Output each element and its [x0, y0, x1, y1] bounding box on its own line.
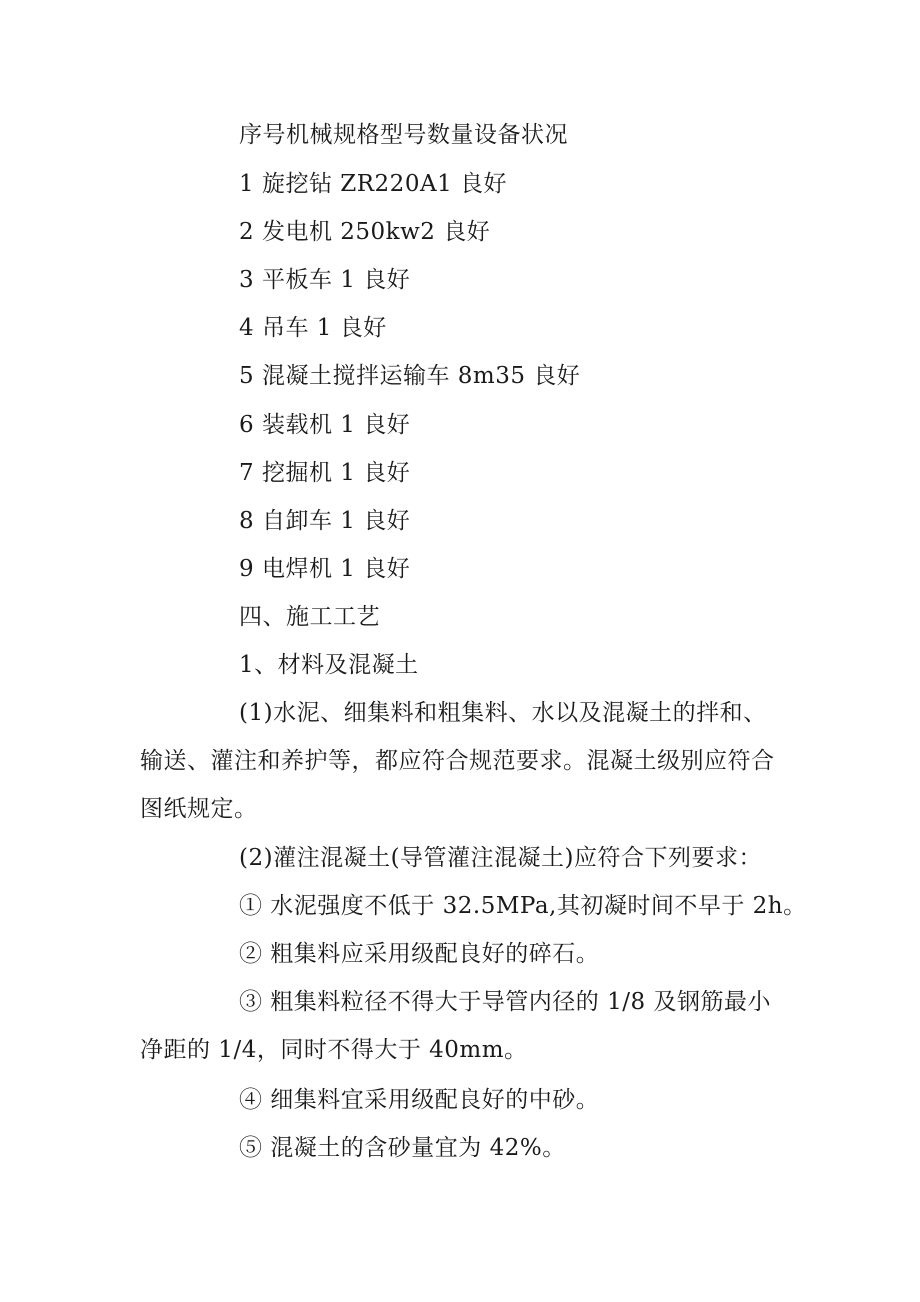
equipment-item-5: 5 混凝土搅拌运输车 8m35 良好	[239, 363, 581, 389]
requirement-4: ④ 细集料宜采用级配良好的中砂。	[239, 1087, 600, 1113]
equipment-item-2: 2 发电机 250kw2 良好	[239, 219, 491, 245]
equipment-item-1: 1 旋挖钻 ZR220A1 良好	[239, 171, 508, 197]
equipment-item-3: 3 平板车 1 良好	[239, 267, 411, 293]
equipment-item-7: 7 挖掘机 1 良好	[239, 460, 411, 486]
equipment-item-9: 9 电焊机 1 良好	[239, 556, 411, 582]
requirement-3: ③ 粗集料粒径不得大于导管内径的 1/8 及钢筋最小净距的 1/4，同时不得大于 40mm。	[140, 989, 771, 1063]
requirement-2: ② 粗集料应采用级配良好的碎石。	[239, 941, 600, 967]
equipment-item-6: 6 装载机 1 良好	[239, 412, 411, 438]
equipment-item-4: 4 吊车 1 良好	[239, 315, 387, 341]
requirement-1: ① 水泥强度不低于 32.5MPa,其初凝时间不早于 2h。	[239, 893, 807, 919]
section-title: 四、施工工艺	[239, 604, 380, 630]
paragraph-concrete-requirements: (2)灌注混凝土(导管灌注混凝土)应符合下列要求：	[239, 845, 763, 871]
equipment-item-8: 8 自卸车 1 良好	[239, 508, 411, 534]
equipment-table-header: 序号机械规格型号数量设备状况	[239, 122, 568, 148]
requirement-5: ⑤ 混凝土的含砂量宜为 42%。	[239, 1135, 566, 1161]
subsection-title: 1、材料及混凝土	[239, 652, 419, 678]
paragraph-materials: (1)水泥、细集料和粗集料、水以及混凝土的拌和、输送、灌注和养护等，都应符合规范要求。混凝土级别应符合图纸规定。	[140, 700, 775, 822]
